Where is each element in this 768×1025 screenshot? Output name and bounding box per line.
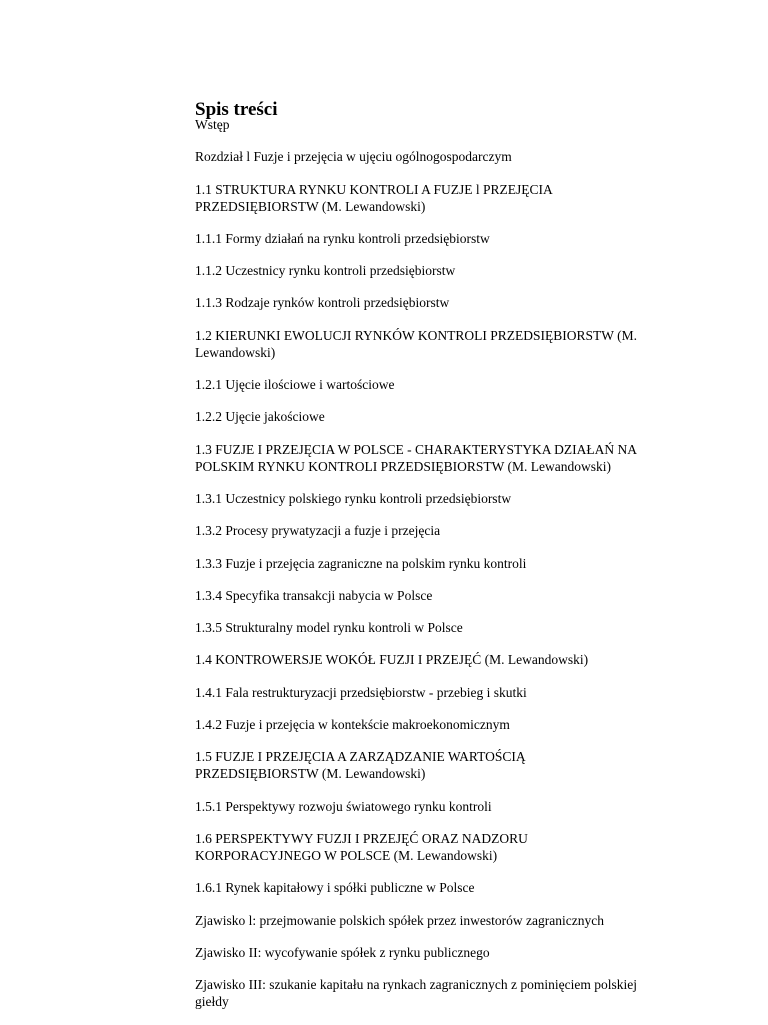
toc-entry: 1.1.3 Rodzaje rynków kontroli przedsiębiorstw (195, 295, 450, 311)
toc-entry: Zjawisko III: szukanie kapitału na rynkach zagranicznych z pominięciem polskiej giełdy (195, 977, 637, 1010)
toc-entry: 1.2.2 Ujęcie jakościowe (195, 409, 325, 425)
toc-entry: 1.3.2 Procesy prywatyzacji a fuzje i przejęcia (195, 523, 441, 539)
toc-title: Spis treści (195, 98, 278, 120)
toc-entry: 1.1.2 Uczestnicy rynku kontroli przedsiębiorstw (195, 263, 456, 279)
toc-entry: 1.4.1 Fala restrukturyzacji przedsiębiorstw - przebieg i skutki (195, 684, 527, 700)
toc-entry: 1.6 PERSPEKTYWY FUZJI I PRZEJĘĆ ORAZ NADZORU KORPORACYJNEGO W POLSCE (M. Lewandowski) (195, 830, 528, 863)
toc-entry: Zjawisko II: wycofywanie spółek z rynku publicznego (195, 944, 490, 960)
toc-entry: 1.4 KONTROWERSJE WOKÓŁ FUZJI I PRZEJĘĆ (M. Lewandowski) (195, 652, 589, 668)
table-of-contents (195, 116, 675, 1025)
toc-entry: 1.4.2 Fuzje i przejęcia w kontekście makroekonomicznym (195, 717, 510, 733)
toc-entry: Zjawisko l: przejmowanie polskich spółek przez inwestorów zagranicznych (195, 912, 604, 928)
toc-entry: 1.3.3 Fuzje i przejęcia zagraniczne na polskim rynku kontroli (195, 555, 527, 571)
toc-entry: 1.5 FUZJE I PRZEJĘCIA A ZARZĄDZANIE WARTOŚCIĄ PRZEDSIĘBIORSTW (M. Lewandowski) (195, 749, 526, 782)
toc-entry: Rozdział l Fuzje i przejęcia w ujęciu ogólnogospodarczym (195, 149, 512, 165)
toc-entry: 1.3 FUZJE I PRZEJĘCIA W POLSCE - CHARAKTERYSTYKA DZIAŁAŃ NA POLSKIM RYNKU KONTROLI PRZEDSIĘBIORSTW (M. Lewandowski) (195, 441, 638, 474)
toc-entry: 1.1.1 Formy działań na rynku kontroli przedsiębiorstw (195, 230, 490, 246)
toc-entry: 1.6.1 Rynek kapitałowy i spółki publiczne w Polsce (195, 880, 475, 896)
toc-entry: 1.3.5 Strukturalny model rynku kontroli w Polsce (195, 620, 463, 636)
toc-entry: 1.2.1 Ujęcie ilościowe i wartościowe (195, 377, 395, 393)
toc-entry: 1.2 KIERUNKI EWOLUCJI RYNKÓW KONTROLI PRZEDSIĘBIORSTW (M. Lewandowski) (195, 327, 637, 360)
toc-entry: 1.5.1 Perspektywy rozwoju światowego rynku kontroli (195, 798, 492, 814)
toc-entry: 1.1 STRUKTURA RYNKU KONTROLI A FUZJE l PRZEJĘCIA PRZEDSIĘBIORSTW (M. Lewandowski) (195, 181, 553, 214)
toc-entry: Wstęp (195, 117, 230, 132)
toc-entry: 1.3.1 Uczestnicy polskiego rynku kontroli przedsiębiorstw (195, 490, 512, 506)
toc-entry: 1.3.4 Specyfika transakcji nabycia w Polsce (195, 587, 433, 603)
